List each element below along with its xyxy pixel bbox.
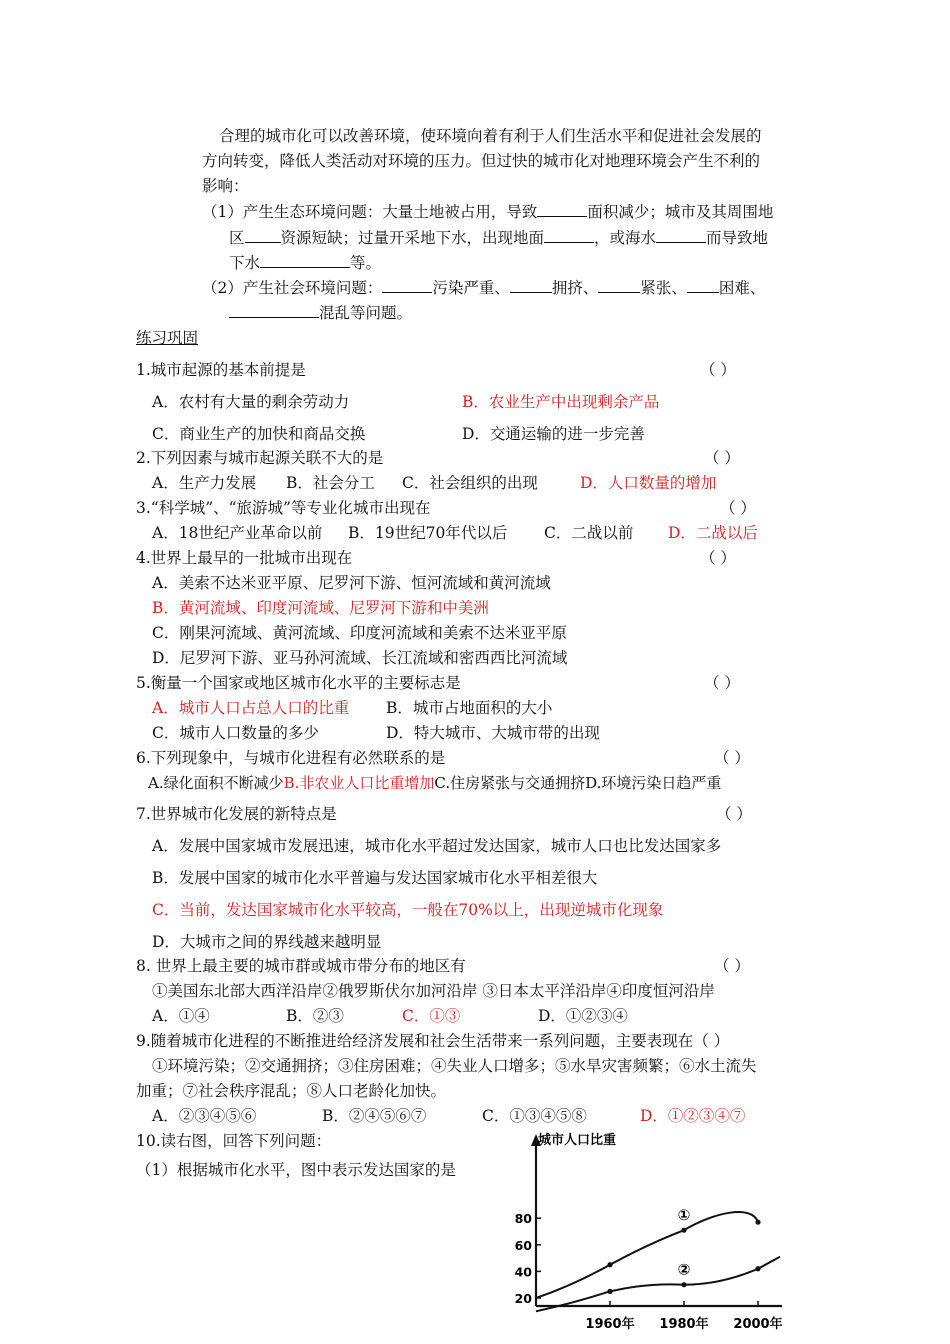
q9-items-line-1: ①环境污染；②交通拥挤；③住房困难；④失业人口增多；⑤水旱灾害频繁；⑥水土流失 xyxy=(152,1057,757,1075)
q4-option-b-answer: B．黄河流域、印度河流域、尼罗河下游和中美洲 xyxy=(152,599,489,617)
q8-items: ①美国东北部大西洋沿岸②俄罗斯伏尔加河沿岸 ③日本太平洋沿岸④印度恒河沿岸 xyxy=(152,982,715,1000)
data-point xyxy=(755,1220,760,1225)
q8-option-a: A．①④ xyxy=(152,1007,210,1025)
q6-option-b-answer: B.非农业人口比重增加 xyxy=(283,774,435,792)
q5-option-b: B．城市占地面积的大小 xyxy=(386,699,553,717)
social-line-2: 混乱等问题。 xyxy=(229,303,412,323)
x-tick-label: 1980年 xyxy=(659,1317,709,1332)
q3-option-c: C．二战以前 xyxy=(544,524,634,542)
blank[interactable] xyxy=(598,278,640,293)
y-tick-label: 40 xyxy=(514,1264,532,1280)
eco-line-3: 下水 等。 xyxy=(229,254,382,272)
blank[interactable] xyxy=(510,278,552,293)
data-point xyxy=(755,1266,760,1271)
y-tick-label: 60 xyxy=(514,1237,532,1253)
x-tick-label: 2000年 xyxy=(733,1317,783,1332)
q4-option-c: C．刚果河流域、黄河流域、印度河流域和美索不达米亚平原 xyxy=(152,624,567,642)
answer-bracket[interactable]: （ ） xyxy=(700,361,736,379)
q9-option-a: A．②③④⑤⑥ xyxy=(152,1107,257,1125)
answer-bracket[interactable]: （ ） xyxy=(714,749,750,767)
blank[interactable] xyxy=(656,228,706,243)
section-title: 练习巩固 xyxy=(136,329,199,347)
data-point xyxy=(681,1282,686,1287)
answer-bracket[interactable]: （ ） xyxy=(720,499,756,517)
q2-stem: 2.下列因素与城市起源关联不大的是 xyxy=(136,449,384,467)
q2-option-b: B．社会分工 xyxy=(286,474,375,492)
q3-option-b: B．19世纪70年代以后 xyxy=(348,524,508,542)
blank[interactable] xyxy=(687,278,719,293)
q6-options xyxy=(148,773,721,793)
q9-option-c: C．①③④⑤⑧ xyxy=(482,1107,587,1125)
intro-line-2: 方向转变，降低人类活动对环境的压力。但过快的城市化对地理环境会产生不利的 xyxy=(202,152,761,170)
q1-stem: 1.城市起源的基本前提是 xyxy=(136,361,306,379)
q6-option-c: C.住房紧张与交通拥挤 xyxy=(434,774,586,792)
social-line-1: （2）产生社会环境问题： 污染严重、 拥挤、 紧张、 困难、 xyxy=(202,279,766,297)
q7-option-d: D．大城市之间的界线越来越明显 xyxy=(152,933,382,951)
data-point xyxy=(607,1289,612,1294)
answer-bracket[interactable]: （ ） xyxy=(700,549,736,567)
x-tick-label: 1960年 xyxy=(585,1317,635,1332)
q6-option-d: D.环境污染日趋严重 xyxy=(585,774,722,792)
q1-option-c: C．商业生产的加快和商品交换 xyxy=(152,425,366,443)
q9-items-line-2: 加重；⑦社会秩序混乱；⑧人口老龄化加快。 xyxy=(136,1082,447,1100)
blank[interactable] xyxy=(544,228,594,243)
q7-option-c-answer: C．当前，发达国家城市化水平较高，一般在70%以上，出现逆城市化现象 xyxy=(152,901,664,919)
eco-line-2: 区 资源短缺；过量开采地下水，出现地面 ，或海水 而导致地 xyxy=(229,229,769,247)
q5-option-d: D．特大城市、大城市带的出现 xyxy=(386,724,600,742)
q8-option-d: D．①②③④ xyxy=(538,1007,628,1025)
intro-line-3: 影响： xyxy=(202,177,249,195)
q1-option-d: D．交通运输的进一步完善 xyxy=(462,425,645,443)
blank[interactable] xyxy=(229,303,319,318)
q3-stem: 3.“科学城”、“旅游城”等专业化城市出现在 xyxy=(136,499,431,517)
answer-bracket[interactable]: （ ） xyxy=(716,805,752,823)
q3-option-a: A．18世纪产业革命以前 xyxy=(152,524,323,542)
q2-option-a: A．生产力发展 xyxy=(152,474,257,492)
q7-option-b: B．发展中国家的城市化水平普遍与发达国家城市化水平相差很大 xyxy=(152,869,598,887)
q5-option-a-answer: A．城市人口占总人口的比重 xyxy=(152,699,350,717)
blank[interactable] xyxy=(382,278,432,293)
chart-ticks xyxy=(515,1211,783,1332)
data-point xyxy=(681,1228,686,1233)
blank[interactable] xyxy=(245,228,281,243)
series-label: ① xyxy=(677,1206,691,1225)
q10-stem: 10.读右图，回答下列问题： xyxy=(136,1132,332,1150)
q3-option-d-answer: D．二战以后 xyxy=(668,524,758,542)
q7-stem: 7.世界城市化发展的新特点是 xyxy=(136,805,337,823)
answer-bracket[interactable]: （ ） xyxy=(704,674,740,692)
y-axis-label: 城市人口比重 xyxy=(538,1133,617,1148)
q1-option-b-answer: B．农业生产中出现剩余产品 xyxy=(462,393,660,411)
q8-option-b: B．②③ xyxy=(286,1007,344,1025)
q9-stem: 9.随着城市化进程的不断推进给经济发展和社会生活带来一系列问题，主要表现在（ ） xyxy=(136,1032,730,1050)
data-point xyxy=(607,1262,612,1267)
q8-stem: 8. 世界上最主要的城市群或城市带分布的地区有 xyxy=(136,957,466,975)
q4-stem: 4.世界上最早的一批城市出现在 xyxy=(136,549,353,567)
blank[interactable] xyxy=(260,253,350,268)
answer-bracket[interactable]: （ ） xyxy=(704,449,740,467)
urbanization-chart xyxy=(500,1130,790,1336)
chart-series xyxy=(536,1206,780,1311)
q8-option-c-answer: C．①③ xyxy=(402,1007,461,1025)
answer-bracket[interactable]: （ ） xyxy=(714,957,750,975)
intro-line-1: 合理的城市化可以改善环境，使环境向着有利于人们生活水平和促进社会发展的 xyxy=(219,127,762,145)
q5-stem: 5.衡量一个国家或地区城市化水平的主要标志是 xyxy=(136,674,461,692)
series-label: ② xyxy=(677,1260,691,1279)
q6-stem: 6.下列现象中，与城市化进程有必然联系的是 xyxy=(136,749,446,767)
q10-sub-question-1: （1）根据城市化水平，图中表示发达国家的是 xyxy=(136,1161,456,1179)
q1-option-a: A．农村有大量的剩余劳动力 xyxy=(152,393,350,411)
q2-option-d-answer: D．人口数量的增加 xyxy=(580,474,717,492)
q9-option-d-answer: D．①②③④⑦ xyxy=(640,1107,746,1125)
y-tick-label: 80 xyxy=(514,1211,532,1227)
q4-option-a: A．美索不达米亚平原、尼罗河下游、恒河流域和黄河流域 xyxy=(152,574,551,592)
y-tick-label: 20 xyxy=(514,1291,532,1306)
blank[interactable] xyxy=(537,202,587,217)
q4-option-d: D．尼罗河下游、亚马孙河流域、长江流域和密西西比河流域 xyxy=(152,649,568,667)
q6-option-a: A.绿化面积不断减少 xyxy=(148,774,284,792)
q2-option-c: C．社会组织的出现 xyxy=(402,474,538,492)
q9-option-b: B．②④⑤⑥⑦ xyxy=(322,1107,427,1125)
q5-option-c: C．城市人口数量的多少 xyxy=(152,724,319,742)
eco-line-1: （1）产生生态环境问题：大量土地被占用，导致 面积减少；城市及其周围地 xyxy=(202,203,774,221)
chart-axes xyxy=(531,1132,782,1306)
q7-option-a: A．发展中国家城市发展迅速，城市化水平超过发达国家，城市人口也比发达国家多 xyxy=(152,837,722,855)
